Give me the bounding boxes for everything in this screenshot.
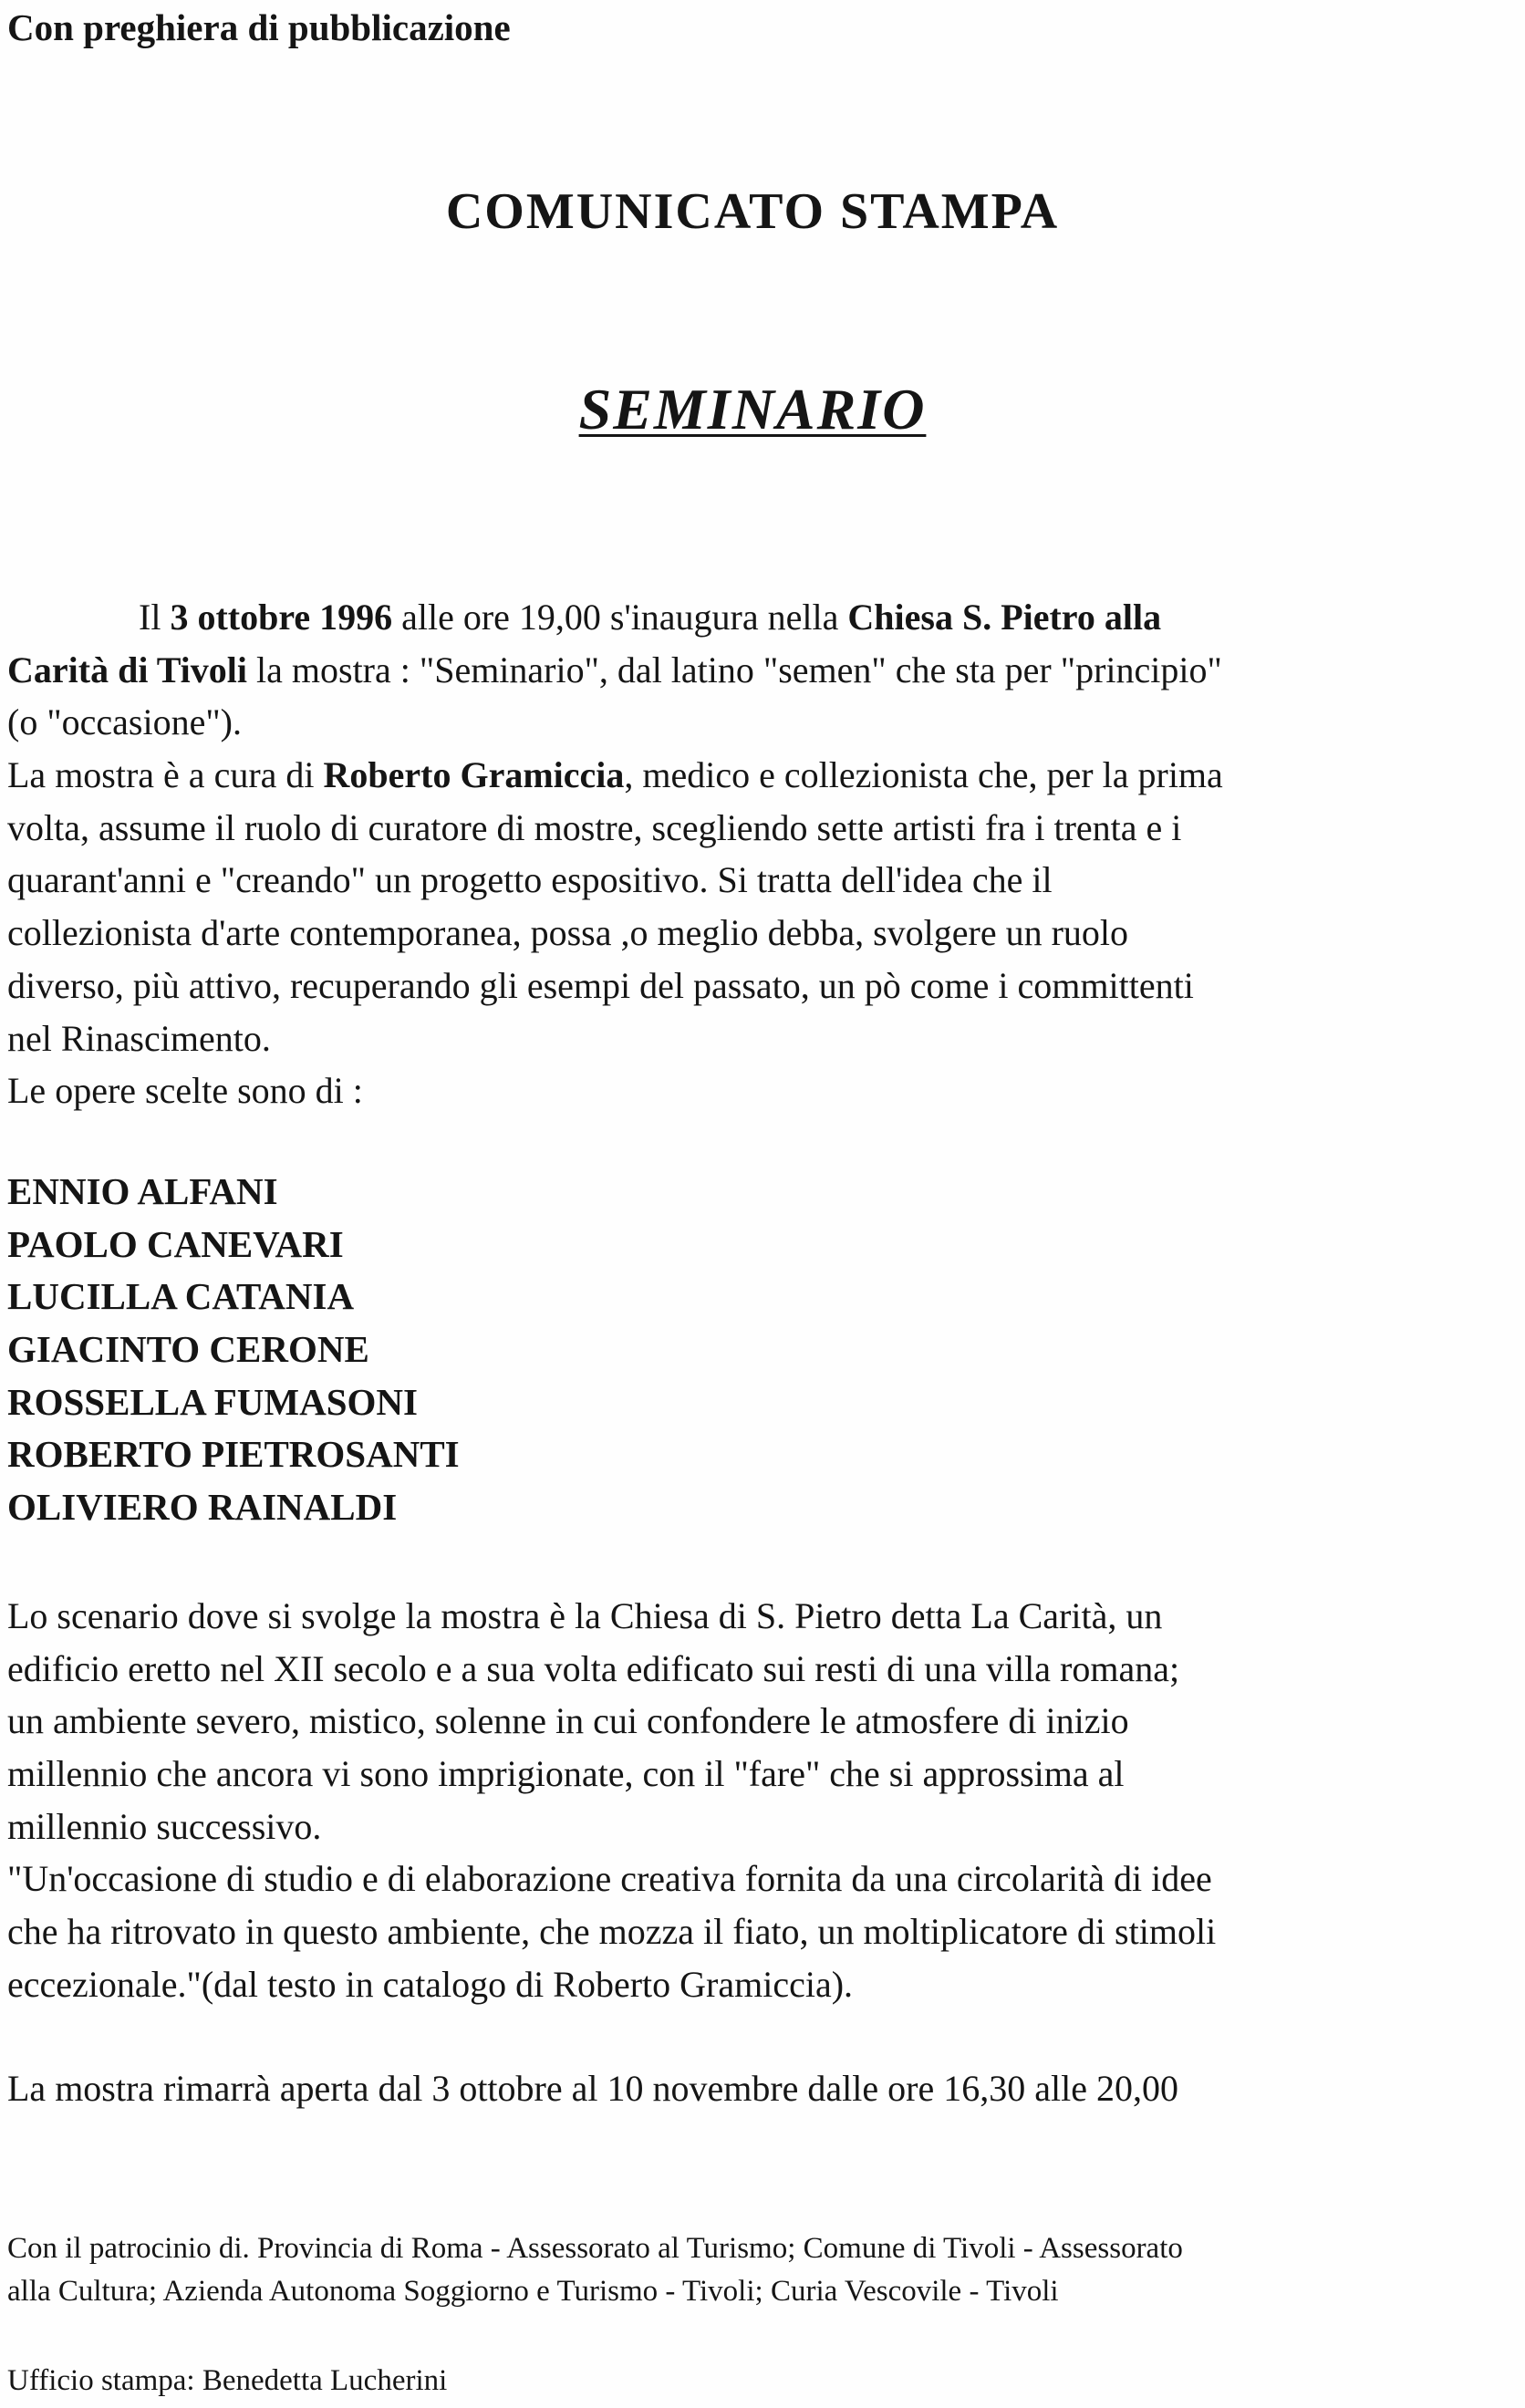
artist-name	[7, 1271, 460, 1323]
text-segment: alla Cultura; Azienda Autonoma Soggiorno e Turismo - Tivoli; Curia Vescovile - Tivoli	[7, 2275, 1059, 2308]
artist-name	[7, 1323, 460, 1376]
text-line	[7, 802, 1223, 855]
intro-paragraph	[7, 591, 1223, 1117]
text-segment: OLIVIERO RAINALDI	[7, 1486, 398, 1529]
publication-request-note: Con preghiera di pubblicazione	[7, 6, 511, 48]
bold-text: Roberto Gramiccia	[323, 754, 625, 796]
bold-text: Chiesa S. Pietro alla	[847, 597, 1162, 638]
text-segment: diverso, più attivo, recuperando gli esempi del passato, un pò come i committenti	[7, 964, 1194, 1006]
text-line	[7, 1695, 1216, 1748]
text-segment: la mostra : "Seminario", dal latino "semen" che sta per "principio"	[247, 649, 1222, 690]
exhibition-title-text: SEMINARIO	[578, 377, 927, 441]
text-line	[7, 749, 1223, 802]
text-segment: nel Rinascimento.	[7, 1017, 271, 1059]
text-line	[7, 1064, 1223, 1117]
text-segment: Con il patrocinio di. Provincia di Roma - Assessorato al Turismo; Comune di Tivoli - Assessorato	[7, 2232, 1183, 2265]
text-segment: "Un'occasione di studio e di elaborazione creativa fornita da una circolarità di idee	[7, 1858, 1212, 1900]
text-segment: Le opere scelte sono di :	[7, 1070, 363, 1112]
text-segment: ENNIO ALFANI	[7, 1170, 278, 1212]
artist-name	[7, 1428, 460, 1481]
text-segment: che ha ritrovato in questo ambiente, che mozza il fiato, un moltiplicatore di stimoli	[7, 1911, 1217, 1953]
text-line	[7, 854, 1223, 907]
text-segment: La mostra è a cura di	[7, 754, 324, 796]
patronage-note	[7, 2227, 1183, 2313]
text-segment: millennio che ancora vi sono imprigionate, con il "fare" che si approssima al	[7, 1753, 1125, 1795]
artist-name	[7, 1166, 460, 1219]
text-segment: alle ore 19,00 s'inaugura nella	[392, 597, 848, 638]
text-line	[7, 2270, 1183, 2313]
artist-name	[7, 1481, 460, 1534]
text-line	[7, 1643, 1216, 1696]
text-segment: GIACINTO CERONE	[7, 1328, 369, 1371]
text-segment: quarant'anni e "creando" un progetto espositivo. Si tratta dell'idea che il	[7, 859, 1053, 901]
text-segment: collezionista d'arte contemporanea, possa ,o meglio debba, svolgere un ruolo	[7, 912, 1129, 954]
text-segment: eccezionale."(dal testo in catalogo di Roberto Gramiccia).	[7, 1963, 854, 2005]
text-segment: volta, assume il ruolo di curatore di mostre, scegliendo sette artisti fra i trenta e i	[7, 806, 1182, 848]
text-line	[7, 2227, 1183, 2270]
scenario-paragraph	[7, 1590, 1216, 2011]
text-line	[7, 1801, 1216, 1853]
text-segment: un ambiente severo, mistico, solenne in cui confondere le atmosfere di inizio	[7, 1700, 1129, 1742]
text-line	[7, 1853, 1216, 1905]
text-segment: millennio successivo.	[7, 1805, 322, 1847]
text-line	[7, 2062, 1178, 2115]
bold-text: Carità di Tivoli	[7, 649, 248, 690]
opening-hours	[7, 2062, 1178, 2115]
text-segment: ROSSELLA FUMASONI	[7, 1380, 418, 1423]
bold-text: 3 ottobre 1996	[170, 597, 393, 638]
press-office	[7, 2355, 447, 2408]
text-segment: edificio eretto nel XII secolo e a sua volta edificato sui resti di una villa romana;	[7, 1647, 1180, 1689]
text-line	[7, 960, 1223, 1012]
text-segment: PAOLO CANEVARI	[7, 1222, 344, 1265]
text-segment: LUCILLA CATANIA	[7, 1275, 355, 1318]
text-line	[7, 696, 1223, 749]
document-title: COMUNICATO STAMPA	[445, 183, 1060, 240]
text-line	[7, 1012, 1223, 1065]
text-segment: Lo scenario dove si svolge la mostra è la Chiesa di S. Pietro detta La Carità, un	[7, 1595, 1163, 1636]
text-segment: , medico e collezionista che, per la prima	[624, 754, 1223, 796]
artist-name	[7, 1376, 460, 1429]
text-segment: Il	[139, 597, 171, 638]
artist-name	[7, 1219, 460, 1271]
text-line	[7, 591, 1223, 644]
text-line	[7, 1958, 1216, 2011]
text-segment: Ufficio stampa: Benedetta Lucherini	[7, 2364, 448, 2397]
artist-list	[7, 1166, 460, 1534]
exhibition-title	[0, 376, 1505, 443]
text-line	[7, 907, 1223, 960]
text-line	[7, 1748, 1216, 1801]
text-segment: La mostra rimarrà aperta dal 3 ottobre al 10 novembre dalle ore 16,30 alle 20,00	[7, 2068, 1178, 2109]
text-line	[7, 2355, 447, 2408]
text-line	[7, 1590, 1216, 1643]
text-segment: ROBERTO PIETROSANTI	[7, 1433, 460, 1476]
text-segment: (o "occasione").	[7, 701, 242, 743]
text-line	[7, 1905, 1216, 1958]
text-line	[7, 644, 1223, 697]
